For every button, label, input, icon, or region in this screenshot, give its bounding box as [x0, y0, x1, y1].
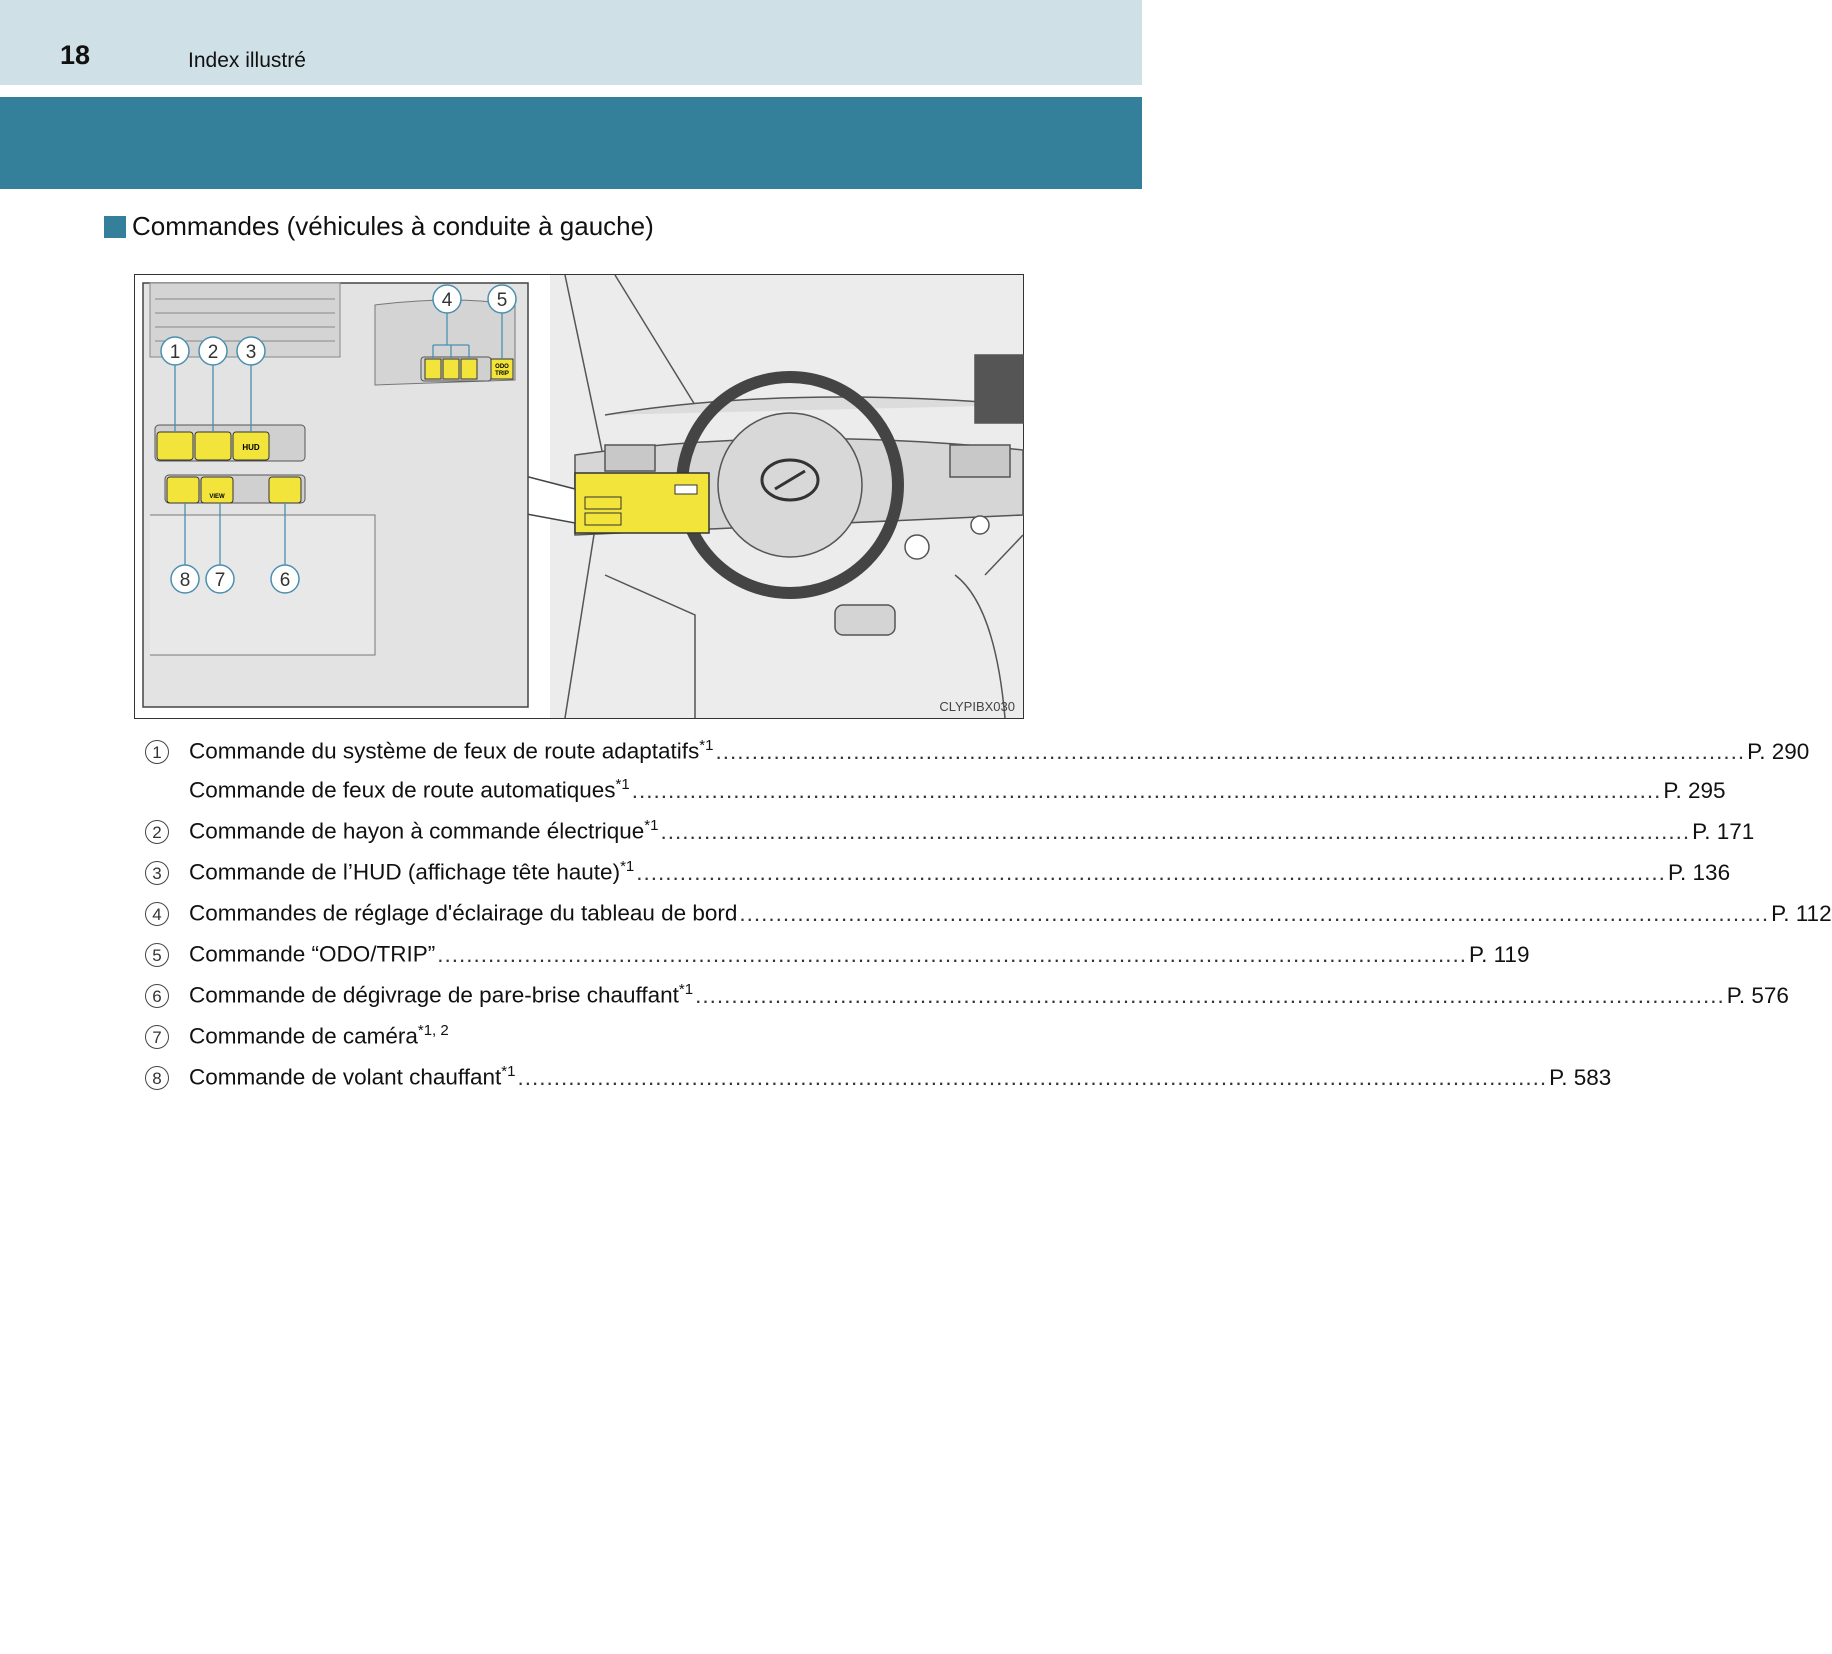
item-note: *1	[501, 1063, 516, 1080]
item-page[interactable]: P. 295	[1663, 777, 1726, 803]
item-note: *1	[699, 737, 714, 754]
item-note: *1, 2	[417, 1022, 449, 1039]
inset-panel	[143, 283, 575, 707]
list-item: 4 Commandes de réglage d'éclairage du tableau de bord .............................................................................................................................................. P. 112	[142, 897, 977, 933]
item-label: Commande “ODO/TRIP”	[189, 941, 436, 967]
item-number: 2	[145, 820, 169, 844]
callout-6: 6	[279, 570, 291, 591]
running-title: Index illustré	[188, 49, 306, 72]
header-band	[0, 97, 1142, 189]
item-label: Commande de caméra$^{*1, 2}$	[189, 1022, 449, 1049]
odo-button-label: ODO	[495, 364, 509, 370]
item-number: 5	[145, 943, 169, 967]
dash-switch-highlight	[575, 473, 709, 533]
item-label: Commande de dégivrage de pare-brise chauffant$^{*1}$	[189, 981, 694, 1008]
item-number: 4	[145, 902, 169, 926]
dashboard-drawing	[135, 275, 1023, 718]
callout-5: 5	[496, 290, 508, 311]
trip-button-label: TRIP	[495, 371, 509, 377]
list-item: 1 Commande du système de feux de route adaptatifs$^{*1}$ .............................................................................................................................................. P. 290	[142, 735, 977, 771]
hud-button-label: HUD	[242, 443, 260, 452]
item-label: Commandes de réglage d'éclairage du tableau de bord	[189, 900, 738, 926]
list-item	[142, 1020, 977, 1056]
callout-7: 7	[214, 570, 226, 591]
section-heading	[104, 211, 654, 242]
callout-4: 4	[441, 290, 453, 311]
item-number: 1	[145, 740, 169, 764]
page-number: 18	[60, 40, 91, 70]
item-page[interactable]: P. 290	[1747, 738, 1810, 764]
list-item: 6 Commande de dégivrage de pare-brise chauffant$^{*1}$ .............................................................................................................................................. P. 576	[142, 979, 977, 1015]
item-label: Commande de l’HUD (affichage tête haute)$^{*1}$	[189, 858, 635, 885]
controls-illustration	[134, 274, 1024, 719]
item-label: Commande de feux de route automatiques$^{*1}$	[189, 776, 630, 803]
item-page[interactable]: P. 136	[1667, 859, 1731, 885]
item-note: *1	[620, 858, 635, 875]
item-label: Commande du système de feux de route adaptatifs$^{*1}$	[189, 737, 714, 764]
item-number: 6	[145, 984, 169, 1008]
list-item: 3 Commande de l’HUD (affichage tête haute)$^{*1}$ .............................................................................................................................................. P. 136	[142, 856, 977, 892]
item-page[interactable]: P. 119	[1468, 941, 1530, 967]
list-item: 8 Commande de volant chauffant$^{*1}$ .............................................................................................................................................. P. 583	[142, 1061, 977, 1097]
item-label: Commande de volant chauffant$^{*1}$	[189, 1063, 516, 1090]
callout-2: 2	[207, 342, 219, 363]
item-page[interactable]: P. 576	[1726, 982, 1789, 1008]
list-item: 5 Commande “ODO/TRIP” .............................................................................................................................................. P. 119	[142, 938, 977, 974]
callout-1: 1	[169, 342, 181, 363]
callout-8: 8	[179, 570, 191, 591]
callout-3: 3	[245, 342, 257, 363]
view-button-label: VIEW	[209, 494, 225, 500]
item-page[interactable]: P. 112	[1771, 900, 1832, 926]
list-item: 2 Commande de hayon à commande électrique$^{*1}$ .............................................................................................................................................. P. 171	[142, 815, 977, 851]
item-note: *1	[678, 981, 694, 998]
figure-code: CLYPIBX030	[939, 699, 1015, 714]
item-note: *1	[615, 776, 630, 793]
section-title: Commandes (véhicules à conduite à gauche)	[132, 211, 654, 241]
list-item: Commande de feux de route automatiques$^{*1}$ .............................................................................................................................................. P. 295	[189, 776, 1726, 803]
item-number: 8	[145, 1066, 169, 1090]
header-bar	[0, 0, 1142, 85]
item-page[interactable]: P. 583	[1549, 1064, 1612, 1090]
item-label: Commande de hayon à commande électrique$^{*1}$	[189, 817, 659, 844]
item-number: 7	[145, 1025, 169, 1049]
item-number: 3	[145, 861, 169, 885]
item-note: *1	[644, 817, 659, 834]
section-square-icon	[104, 216, 126, 238]
item-page[interactable]: P. 171	[1692, 818, 1755, 844]
